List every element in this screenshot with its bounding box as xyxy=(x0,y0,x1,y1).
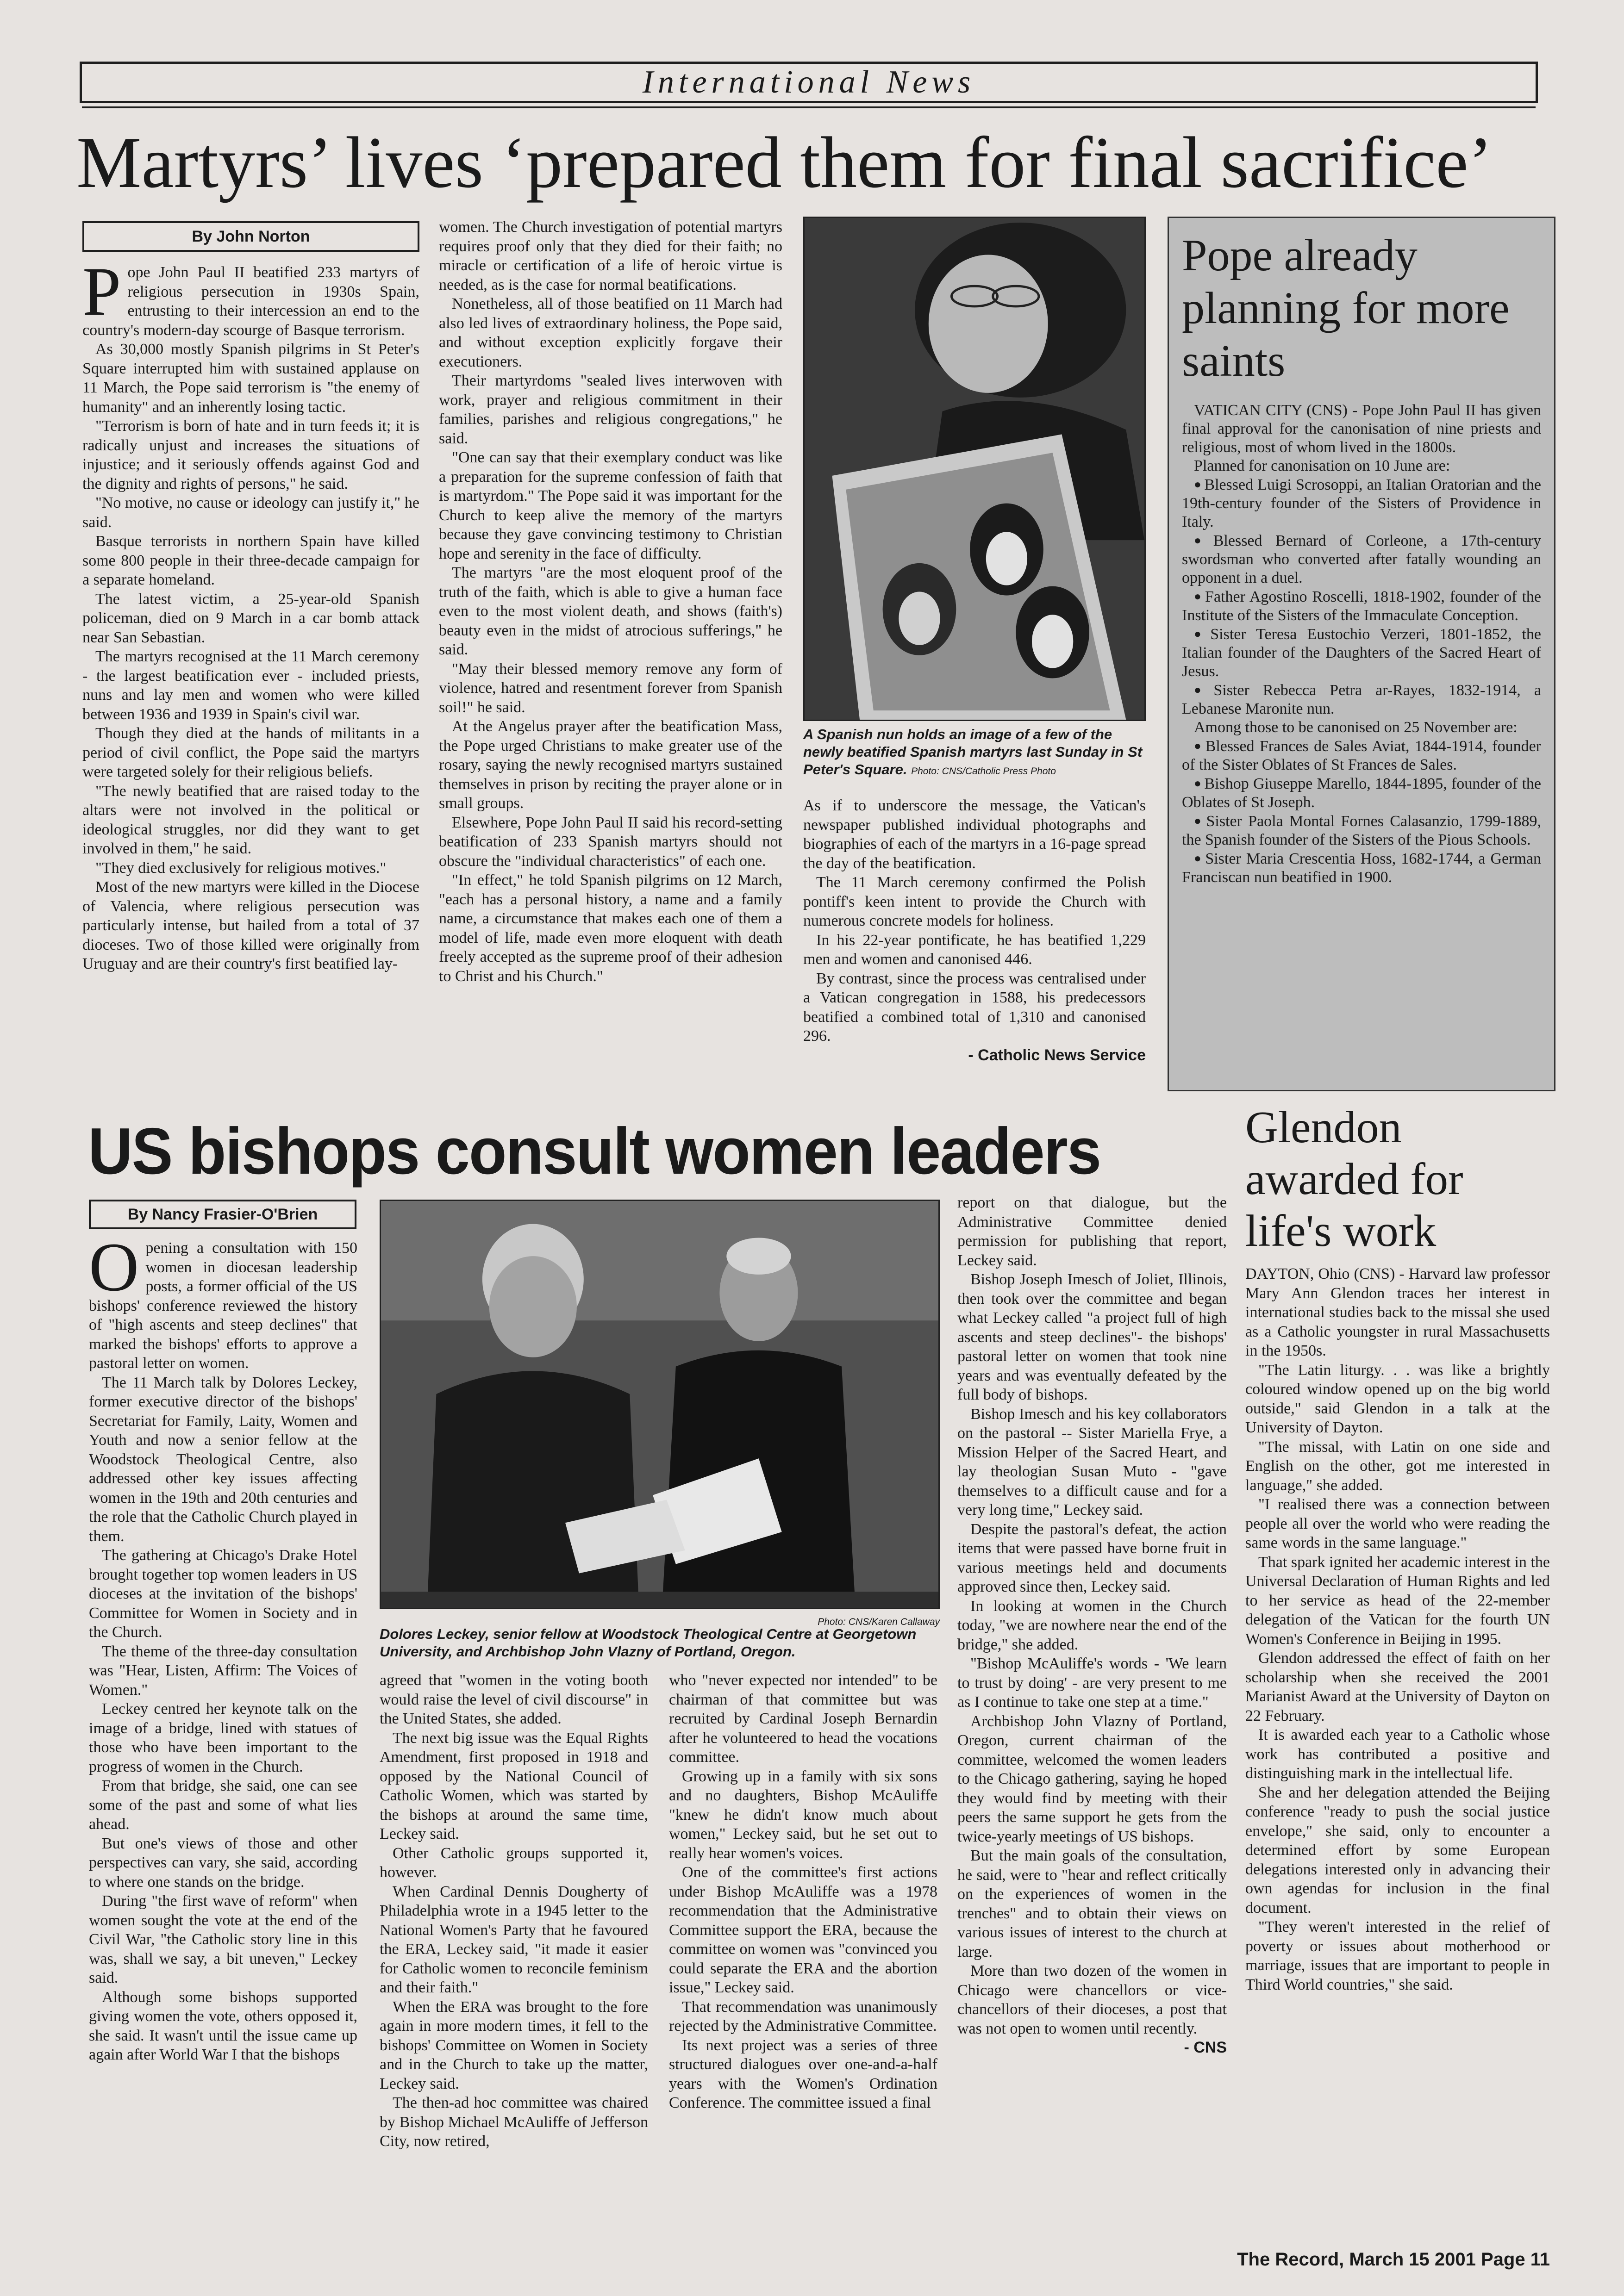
page-footer: The Record, March 15 2001 Page 11 xyxy=(1237,2249,1550,2270)
list-item: ● Blessed Luigi Scrosoppi, an Italian Oratorian and the 19th-century founder of the Sisters of Providence in Italy. xyxy=(1182,475,1541,531)
paragraph: women. The Church investigation of potential martyrs requires proof only that they died for their faith; no miracle or certification of a life of heroic virtue is needed, as is the case for normal beatifications. xyxy=(439,218,782,293)
article2-column-3 xyxy=(669,1671,937,2234)
paragraph: Bishop Joseph Imesch of Joliet, Illinois, then took over the committee and began what Leckey called "a project full of high ascents and steep declines"- the bishops' pastoral letter on women that took nine years and was eventually defeated by the full body of bishops. xyxy=(957,1271,1227,1403)
paragraph: As 30,000 mostly Spanish pilgrims in St Peter's Square interrupted him with sustained applause on 11 March, the Pope said terrorism is "the enemy of humanity" and an inherently losing tactic. xyxy=(82,341,419,416)
paragraph: She and her delegation attended the Beijing conference "ready to push the social justice envelope," she said, only to encounter a determined effort by some European delegations interested only in advancing their own agendas for inclusion in the final document. xyxy=(1245,1784,1550,1916)
paragraph: At the Angelus prayer after the beatification Mass, the Pope urged Christians to make greater use of the rosary, saying the newly recognised martyrs sustained themselves in prison by reciting the prayer alone or in small groups. xyxy=(439,718,782,812)
paragraph: Glendon addressed the effect of faith on her scholarship when she received the 2001 Marianist Award at the University of Dayton on 22 February. xyxy=(1245,1649,1550,1724)
paragraph: Although some bishops supported giving women the vote, others opposed it, she said. It wasn't until the issue came up again after World War I that the bishops xyxy=(89,1988,357,2063)
paragraph: The 11 March talk by Dolores Leckey, former executive director of the bishops' Secretariat for Family, Laity, Women and Youth and now a senior fellow at the Woodstock Theological Centre, also addressed other key issues affecting women in the 19th and 20th centuries and the role that the Catholic Church played in them. xyxy=(89,1374,357,1545)
paragraph: Among those to be canonised on 25 November are: xyxy=(1194,719,1518,736)
sidebar-more-saints xyxy=(1168,217,1555,1091)
paragraph: "I realised there was a connection between people all over the world who were reading the same words in the same language." xyxy=(1245,1496,1550,1551)
paragraph: Though they died at the hands of militants in a period of civil conflict, the Pope said the martyrs were targeted solely for their religious beliefs. xyxy=(82,725,419,780)
paragraph: Despite the pastoral's defeat, the action items that were passed have borne fruit in various meetings held and documents approved since then, Leckey said. xyxy=(957,1520,1227,1595)
list-item: ● Sister Teresa Eustochio Verzeri, 1801-1852, the Italian founder of the Daughters of the Sacred Heart of Jesus. xyxy=(1182,625,1541,681)
section-header: International News xyxy=(80,62,1538,103)
paragraph: As if to underscore the message, the Vatican's newspaper published individual photographs and biographies of each of the martyrs in a 16-page spread the day of the beatification. xyxy=(803,797,1146,872)
paragraph: That recommendation was unanimously rejected by the Administrative Committee. xyxy=(669,1998,937,2035)
paragraph: "The Latin liturgy. . . was like a brightly coloured window opened up on the big world outside," said Glendon in a talk at the University of Dayton. xyxy=(1245,1361,1550,1436)
photo-leckey-and-vlazny xyxy=(380,1200,940,1609)
paragraph: "Terrorism is born of hate and in turn feeds it; it is radically unjust and increases the situations of injustice; and it seriously offends against God and the dignity and rights of persons," he said. xyxy=(82,417,419,492)
headline-martyrs: Martyrs’ lives ‘prepared them for final sacrifice’ xyxy=(76,122,1493,203)
paragraph: The 11 March ceremony confirmed the Polish pontiff's keen intent to provide the Church with numerous concrete models for holiness. xyxy=(803,874,1146,929)
paragraph: Their martyrdoms "sealed lives interwoven with work, prayer and religious commitment in their families, parishes and religious congregations," he said. xyxy=(439,372,782,447)
list-item: ● Father Agostino Roscelli, 1818-1902, founder of the Institute of the Sisters of the Immaculate Conception. xyxy=(1182,587,1541,625)
paragraph: Most of the new martyrs were killed in the Diocese of Valencia, where religious persecution was particularly intense, but hailed from a total of 37 dioceses. Two of those killed were originally from Uruguay and are their country's first beatified lay- xyxy=(82,878,419,972)
list-item: ● Blessed Bernard of Corleone, a 17th-century swordsman who converted after fatally wounding an opponent in a duel. xyxy=(1182,531,1541,587)
paragraph: The theme of the three-day consultation was "Hear, Listen, Affirm: The Voices of Women." xyxy=(89,1643,357,1699)
paragraph: "May their blessed memory remove any form of violence, hatred and resentment forever from Spanish soil!" he said. xyxy=(439,660,782,716)
paragraph: But the main goals of the consultation, he said, were to "hear and reflect critically on the experiences of women in the trenches" and to obtain their views on various issues of interest to the church at large. xyxy=(957,1847,1227,1960)
paragraph: Elsewhere, Pope John Paul II said his record-setting beatification of 233 Spanish martyrs should not obscure the "individual characteristics" of each one. xyxy=(439,814,782,870)
paragraph: "In effect," he told Spanish pilgrims on 12 March, "each has a personal history, a name and a family name, a circumstance that makes each one of them a model of life, made even more eloquent with death freely accepted as the supreme proof of their adhesion to Christ and his Church." xyxy=(439,871,782,985)
paragraph: report on that dialogue, but the Administrative Committee denied permission for publishing that report, Leckey said. xyxy=(957,1194,1227,1269)
list-item: ● Blessed Frances de Sales Aviat, 1844-1914, founder of the Sister Oblates of St Frances de Sales. xyxy=(1182,737,1541,774)
photo-nun-with-martyr-image xyxy=(803,217,1146,721)
paragraph: agreed that "women in the voting booth would raise the level of civil discourse" in the United States, she added. xyxy=(380,1672,648,1727)
list-item: ● Sister Rebecca Petra ar-Rayes, 1832-1914, a Lebanese Maronite nun. xyxy=(1182,681,1541,718)
paragraph: Growing up in a family with six sons and no daughters, Bishop McAuliffe "knew he didn't know much about women," Leckey said, but he set out to really hear women's voices. xyxy=(669,1767,937,1862)
paragraph: From that bridge, she said, one can see some of the past and some of what lies ahead. xyxy=(89,1777,357,1833)
paragraph: Leckey centred her keynote talk on the image of a bridge, lined with statues of those who have been important to the progress of women in the Church. xyxy=(89,1700,357,1775)
list-item: ● Sister Paola Montal Fornes Calasanzio, 1799-1889, the Spanish founder of the Sisters of the Pious Schools. xyxy=(1182,812,1541,849)
paragraph: who "never expected nor intended" to be chairman of that committee but was recruited by Cardinal Joseph Bernardin after he volunteered to head the vocations committee. xyxy=(669,1672,937,1766)
byline-nancy-frasier-obrien: By Nancy Frasier-O'Brien xyxy=(89,1200,356,1229)
paragraph: Basque terrorists in northern Spain have killed some 800 people in their three-decade campaign for a separate homeland. xyxy=(82,533,419,588)
paragraph: "The missal, with Latin on one side and English on the other, got me interested in language," she added. xyxy=(1245,1438,1550,1494)
list-item: ● Bishop Giuseppe Marello, 1844-1895, founder of the Oblates of St Joseph. xyxy=(1182,774,1541,812)
paragraph: "The newly beatified that are raised today to the altars were not involved in the political or ideological struggles, nor did they want to get involved in them," he said. xyxy=(82,782,419,857)
paragraph: But one's views of those and other perspectives can vary, she said, according to where one stands on the bridge. xyxy=(89,1835,357,1891)
paragraph: The then-ad hoc committee was chaired by Bishop Michael McAuliffe of Jefferson City, now retired, xyxy=(380,2094,648,2150)
article3-column xyxy=(1245,1264,1550,2234)
article2-column-4 xyxy=(957,1193,1227,2234)
list-item: ● Sister Maria Crescentia Hoss, 1682-1744, a German Franciscan nun beatified in 1900. xyxy=(1182,849,1541,887)
caption-text: A Spanish nun holds an image of a few of the newly beatified Spanish martyrs last Sunday in St Peter's Square. xyxy=(803,726,1143,778)
paragraph: The martyrs "are the most eloquent proof of the truth of the faith, which is able to give a human face even to the most violent death, and shows (faith's) beauty even in the midst of atrocious sufferings," he said. xyxy=(439,564,782,658)
paragraph: One of the committee's first actions under Bishop McAuliffe was a 1978 recommendation that the Administrative Committee support the ERA, because the committee on women was "convinced you could separate the ERA and the abortion issue," Leckey said. xyxy=(669,1864,937,1996)
paragraph: Its next project was a series of three structured dialogues over one-and-a-half years with the Women's Ordination Conference. The committee issued a final xyxy=(669,2036,937,2111)
nun-photo-illustration xyxy=(805,218,1144,720)
signoff-cns: - CNS xyxy=(1184,2039,1227,2056)
photo-credit: Photo: CNS/Catholic Press Photo xyxy=(911,766,1056,777)
paragraph: "They died exclusively for religious motives." xyxy=(95,859,387,877)
signoff-cns: - Catholic News Service xyxy=(968,1046,1146,1064)
paragraph: "They weren't interested in the relief of poverty or issues about motherhood or marriage, issues that are important to people in Third World countries," she said. xyxy=(1245,1918,1550,1993)
headline-us-bishops: US bishops consult women leaders xyxy=(88,1114,1101,1188)
article2-column-1 xyxy=(89,1238,357,2234)
paragraph: The martyrs recognised at the 11 March ceremony - the largest beatification ever - included priests, nuns and lay men and women who were killed between 1936 and 1939 in Spain's civil war. xyxy=(82,648,419,723)
paragraph: "Bishop McAuliffe's words - 'We learn to trust by doing' - are very present to me as I continue to take one step at a time." xyxy=(957,1655,1227,1711)
paragraph: Other Catholic groups supported it, however. xyxy=(380,1844,648,1881)
paragraph: In his 22-year pontificate, he has beatified 1,229 men and women and canonised 446. xyxy=(803,931,1146,968)
paragraph: DAYTON, Ohio (CNS) - Harvard law professor Mary Ann Glendon traces her interest in international studies back to the missal she used as a Catholic youngster in rural Massachusetts in the 1950s. xyxy=(1245,1265,1550,1359)
drop-cap: O xyxy=(89,1238,139,1306)
photo-credit: Photo: CNS/Karen Callaway xyxy=(818,1617,940,1627)
paragraph: When Cardinal Dennis Dougherty of Philadelphia wrote in a 1945 letter to the National Women's Party that he favoured the ERA, Leckey said, "it made it easier for Catholic women to reconcile feminism and their faith." xyxy=(380,1883,648,1996)
paragraph: Nonetheless, all of those beatified on 11 March had also led lives of extraordinary holiness, the Pope said, and without exception explicitly forgave their executioners. xyxy=(439,295,782,370)
paragraph: pening a consultation with 150 women in diocesan leadership posts, a former official of the US bishops' conference reviewed the history of "high ascents and steep declines" that marked the bishops' efforts to approve a pastoral letter on women. xyxy=(89,1239,357,1372)
article2-column-2 xyxy=(380,1671,648,2234)
paragraph: During "the first wave of reform" when women sought the vote at the end of the Civil War, "the Catholic story line in this was, shall we say, a bit uneven," Leckey said. xyxy=(89,1892,357,1986)
sidebar-headline: Pope already planning for more saints xyxy=(1182,230,1510,386)
photo-caption-nun xyxy=(803,726,1146,780)
paragraph: "No motive, no cause or ideology can justify it," he said. xyxy=(82,494,419,531)
paragraph: The latest victim, a 25-year-old Spanish policeman, died on 9 March in a car bomb attack near San Sebastian. xyxy=(82,590,419,646)
photo-caption-leckey: Dolores Leckey, senior fellow at Woodstock Theological Centre at Georgetown University, and Archbishop John Vlazny of Portland, Oregon. xyxy=(380,1626,917,1660)
article1-column-1 xyxy=(82,263,419,1101)
drop-cap: P xyxy=(82,263,121,330)
paragraph: The next big issue was the Equal Rights Amendment, first proposed in 1918 and opposed by the National Council of Catholic Women, which was started by the bishops at around the same time, Leckey said. xyxy=(380,1729,648,1842)
article1-column-2 xyxy=(439,218,782,1101)
paragraph: Planned for canonisation on 10 June are: xyxy=(1194,457,1450,474)
paragraph: VATICAN CITY (CNS) - Pope John Paul II has given final approval for the canonisation of nine priests and religious, most of whom lived in the 1800s. xyxy=(1182,402,1541,456)
paragraph: "One can say that their exemplary conduct was like a preparation for the supreme confession of faith that is martyrdom." The Pope said it was important for the Church to keep alive the memory of the martyrs because they gave convincing testimony to Christian hope and serenity in the face of difficulty. xyxy=(439,449,782,562)
headline-glendon: Glendon awarded for life's work xyxy=(1245,1102,1463,1256)
sidebar-body xyxy=(1182,401,1541,887)
paragraph: ope John Paul II beatified 233 martyrs of religious persecution in 1930s Spain, entrusting to their intercession an end to the country's modern-day scourge of Basque terrorism. xyxy=(82,264,419,339)
paragraph: That spark ignited her academic interest in the Universal Declaration of Human Rights and led to her service as head of the 22-member delegation of the Vatican for the fourth UN Women's Conference in Beijing in 1995. xyxy=(1245,1553,1550,1648)
paragraph: By contrast, since the process was centralised under a Vatican congregation in 1588, his predecessors beatified a combined total of 1,310 and canonised 296. xyxy=(803,970,1146,1045)
paragraph: When the ERA was brought to the fore again in more modern times, it fell to the bishops' Committee on Women in Society and in the Church to take up the matter, Leckey said. xyxy=(380,1998,648,2092)
article1-column-3 xyxy=(803,796,1146,1101)
paragraph: Archbishop John Vlazny of Portland, Oregon, current chairman of the committee, welcomed the women leaders to the Chicago gathering, saying he hoped they would find by meeting with their peers the same support he gets from the twice-yearly meetings of US bishops. xyxy=(957,1712,1227,1845)
byline-john-norton: By John Norton xyxy=(82,221,419,252)
paragraph: Bishop Imesch and his key collaborators on the pastoral -- Sister Mariella Frye, a Mission Helper of the Sacred Heart, and lay theologian Susan Muto - "gave themselves to a difficult cause and for a very long time," Leckey said. xyxy=(957,1405,1227,1518)
leckey-photo-illustration xyxy=(381,1201,938,1608)
paragraph: More than two dozen of the women in Chicago were chancellors or vice-chancellors of their dioceses, a post that was not open to women until recently. xyxy=(957,1962,1227,2037)
paragraph: In looking at women in the Church today, "we are nowhere near the end of the bridge," she added. xyxy=(957,1597,1227,1653)
paragraph: The gathering at Chicago's Drake Hotel brought together top women leaders in US dioceses at the invitation of the bishops' Committee for Women in Society and in the Church. xyxy=(89,1547,357,1641)
paragraph: It is awarded each year to a Catholic whose work has contributed a positive and distinguishing mark in the intellectual life. xyxy=(1245,1726,1550,1782)
